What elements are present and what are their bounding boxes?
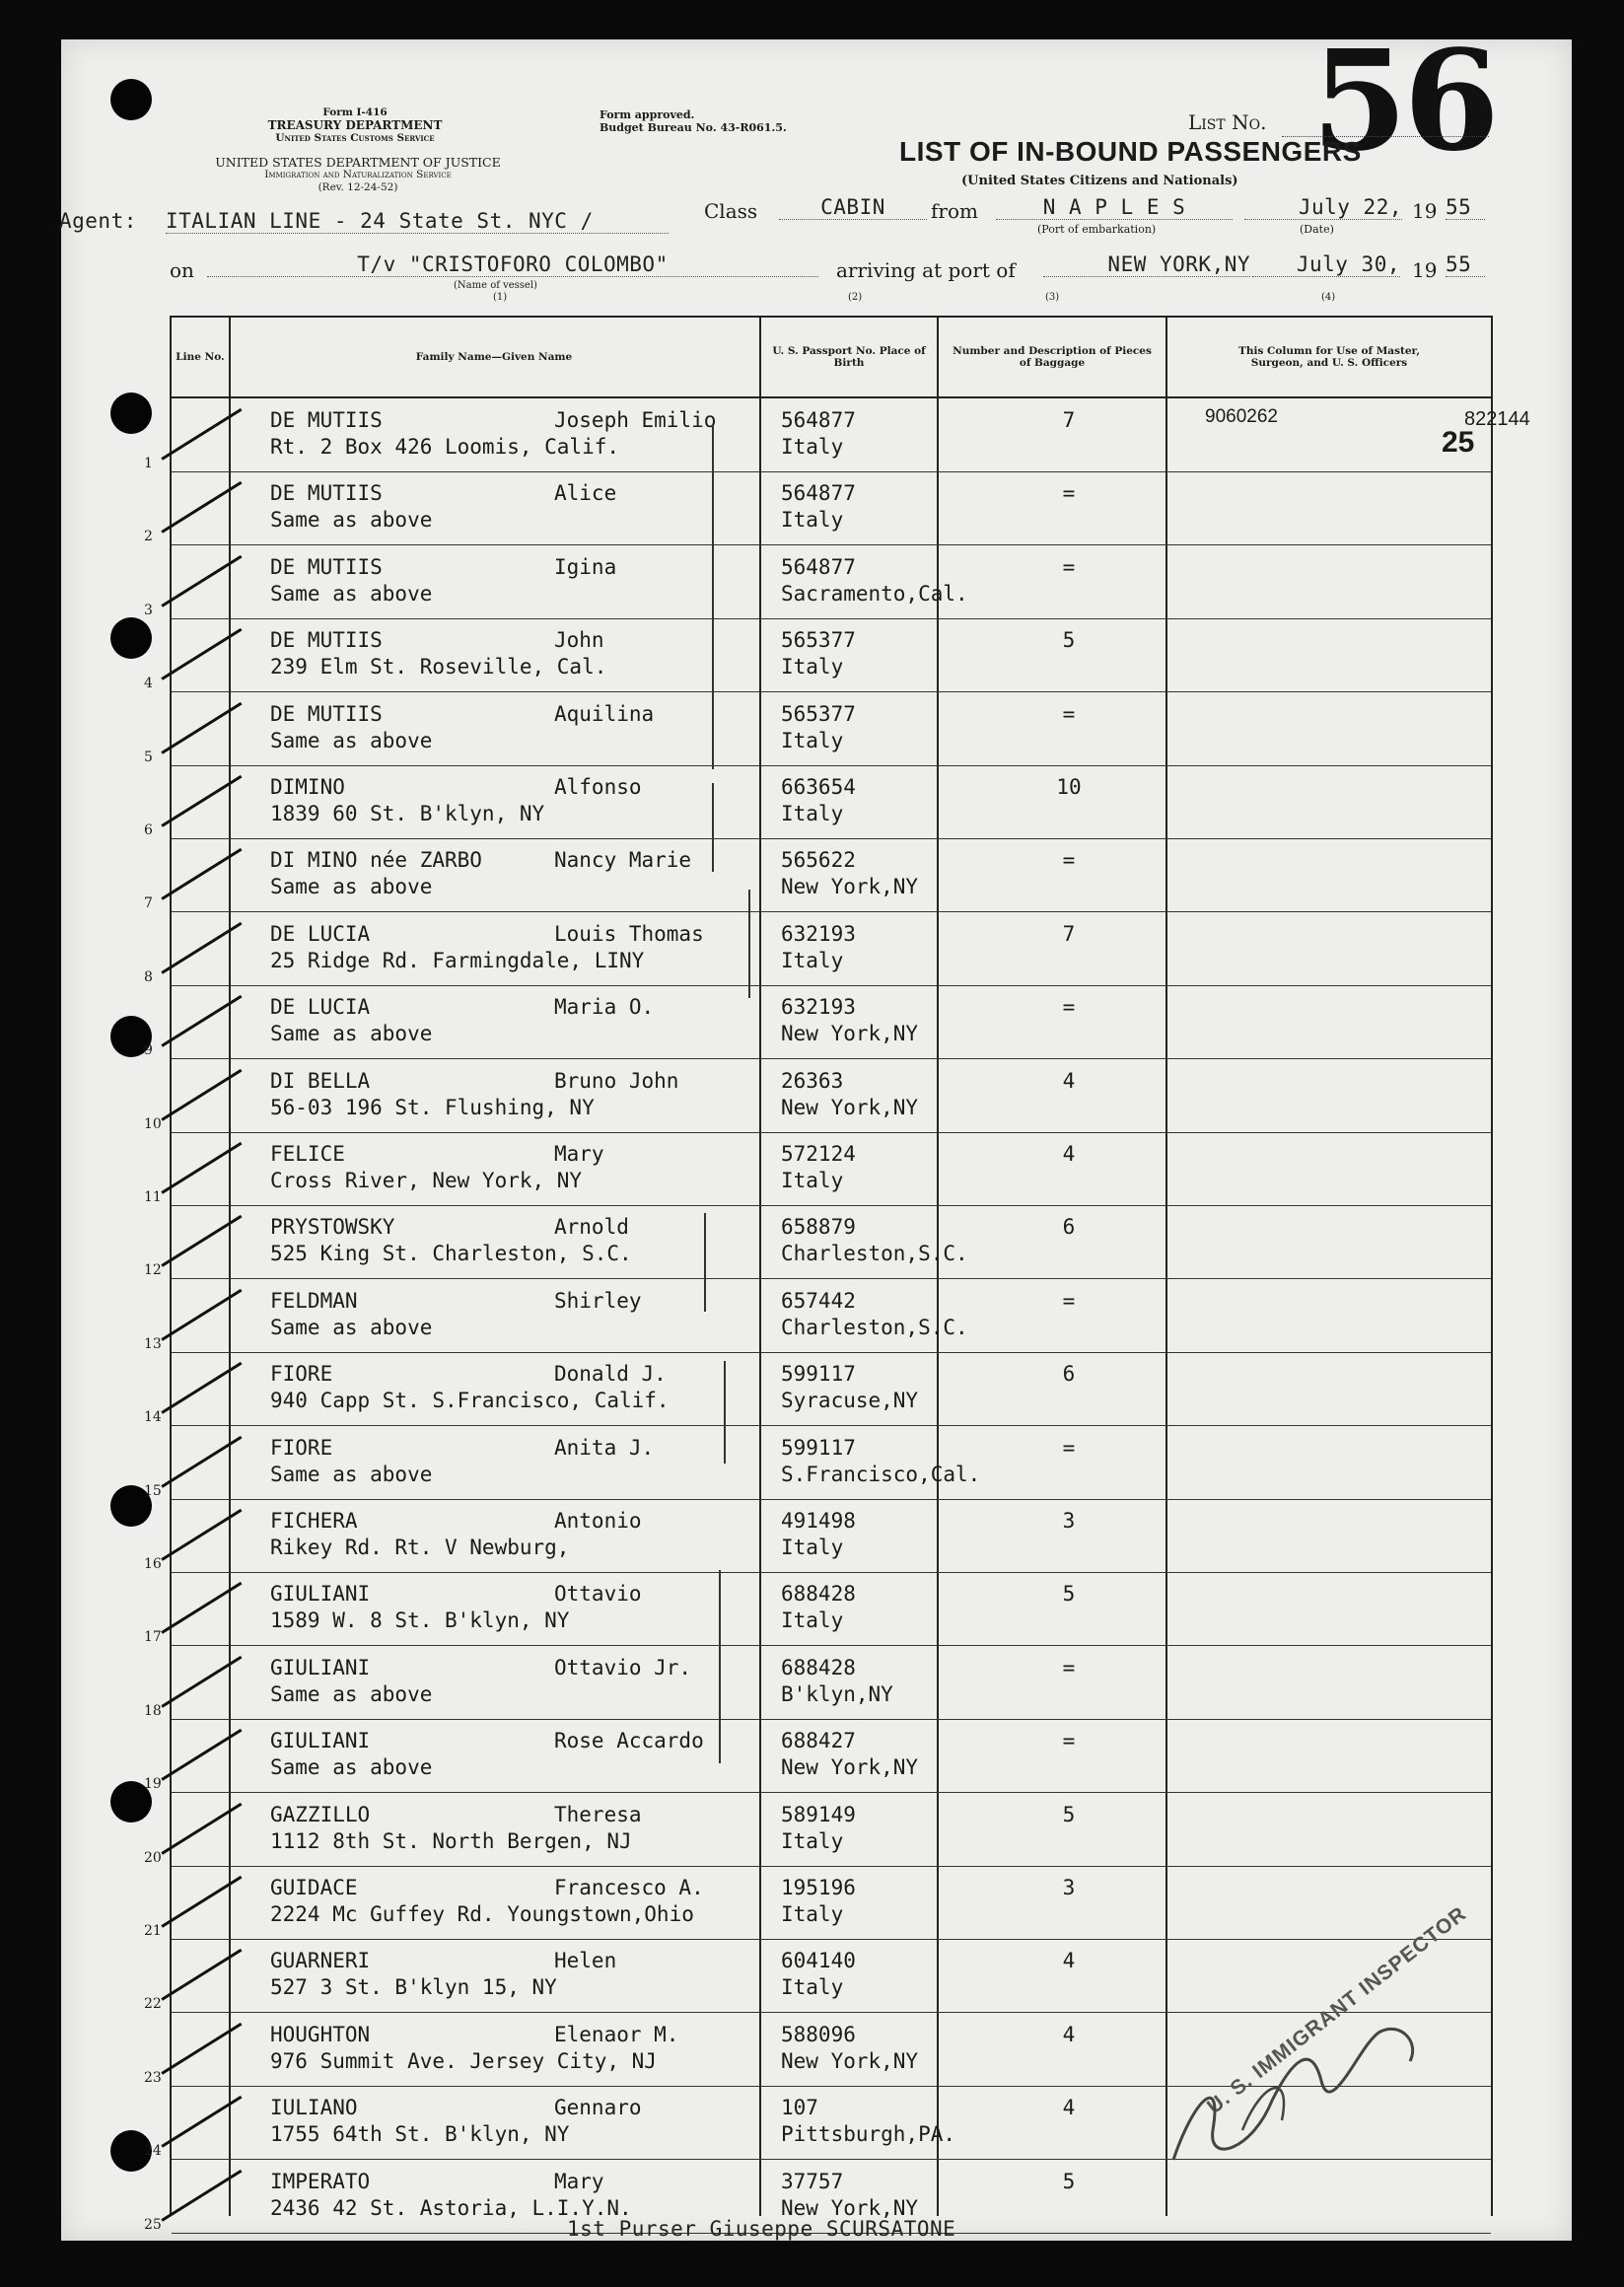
form-number: Form I-416 xyxy=(322,107,388,118)
vessel-name: T/v "CRISTOFORO COLOMBO" xyxy=(207,252,818,277)
table-row xyxy=(144,1352,1491,1426)
baggage-count: = xyxy=(1062,554,1076,579)
col-header-passport: U. S. Passport No. Place of Birth xyxy=(772,345,926,369)
table-row xyxy=(144,765,1491,839)
baggage-count: = xyxy=(1062,1288,1076,1313)
address: Same as above xyxy=(270,1755,433,1780)
check-mark-icon xyxy=(161,1435,242,1486)
table-row xyxy=(144,1279,1491,1353)
passport-number: 604140 xyxy=(781,1949,856,1973)
check-mark-icon xyxy=(161,628,242,679)
family-name: DE LUCIA xyxy=(270,921,371,946)
table-row xyxy=(144,1426,1491,1500)
punch-hole-icon xyxy=(110,393,152,434)
address: 2224 Mc Guffey Rd. Youngstown,Ohio xyxy=(270,1902,694,1926)
passport-number: 107 xyxy=(781,2096,818,2120)
baggage-count: 5 xyxy=(1062,628,1076,653)
family-name: GIULIANI xyxy=(270,1729,371,1753)
place-of-birth: Italy xyxy=(781,728,844,752)
passport-number: 195196 xyxy=(781,1876,856,1899)
passport-number: 688427 xyxy=(781,1729,856,1753)
table-row xyxy=(144,618,1491,692)
address: Same as above xyxy=(270,1681,433,1706)
line-number: 1 xyxy=(144,456,153,471)
line-number: 12 xyxy=(144,1262,162,1279)
address: 1755 64th St. B'klyn, NY xyxy=(270,2122,570,2147)
list-no-label: List No. xyxy=(1188,110,1267,134)
year-prefix: 19 xyxy=(1412,199,1438,223)
page-title: LIST OF IN-BOUND PASSENGERS xyxy=(899,136,1362,167)
line-number: 3 xyxy=(144,602,153,618)
given-name: Francesco A. xyxy=(554,1876,704,1899)
arrival-year: 55 xyxy=(1446,252,1485,277)
place-of-birth: Italy xyxy=(781,1975,844,2000)
place-of-birth: New York,NY xyxy=(781,2195,919,2220)
table-row xyxy=(144,1866,1491,1940)
place-of-birth: New York,NY xyxy=(781,1022,919,1046)
address: 525 King St. Charleston, S.C. xyxy=(270,1242,632,1266)
given-name: Helen xyxy=(554,1949,617,1973)
col-header-name: Family Name—Given Name xyxy=(415,351,573,363)
family-name: DI MINO née ZARBO xyxy=(270,848,482,873)
given-name: Shirley xyxy=(554,1288,642,1313)
table-row xyxy=(144,1572,1491,1646)
place-of-birth: New York,NY xyxy=(781,1095,919,1119)
line-number: 11 xyxy=(144,1189,162,1205)
check-mark-icon xyxy=(161,2023,242,2074)
check-mark-icon xyxy=(161,1729,242,1780)
family-name: DE MUTIIS xyxy=(270,628,383,653)
given-name: Theresa xyxy=(554,1802,642,1826)
family-name: GIULIANI xyxy=(270,1582,371,1607)
baggage-count: 5 xyxy=(1062,1582,1076,1607)
check-mark-icon xyxy=(161,2096,242,2147)
baggage-count: 4 xyxy=(1062,1949,1076,1973)
given-name: Gennaro xyxy=(554,2096,642,2120)
address: 239 Elm St. Roseville, Cal. xyxy=(270,655,607,679)
baggage-count: 5 xyxy=(1062,2169,1076,2193)
family-name: DI BELLA xyxy=(270,1068,371,1093)
baggage-count: 3 xyxy=(1062,1876,1076,1899)
baggage-count: 4 xyxy=(1062,1142,1076,1166)
family-name: DE MUTIIS xyxy=(270,408,383,432)
port-label: (Port of embarkation) xyxy=(1037,223,1157,236)
given-name: Alice xyxy=(554,481,617,506)
punch-hole-icon xyxy=(110,79,152,120)
place-of-birth: Sacramento,Cal. xyxy=(781,581,968,606)
inspector-stamp: U. S. IMMIGRANT INSPECTOR xyxy=(1203,1901,1471,2119)
family-name: DE MUTIIS xyxy=(270,481,383,506)
place-of-birth: New York,NY xyxy=(781,2048,919,2073)
address: 56-03 196 St. Flushing, NY xyxy=(270,1095,595,1119)
form-revision: (Rev. 12-24-52) xyxy=(318,181,398,193)
passport-number: 565622 xyxy=(781,848,856,873)
baggage-count: = xyxy=(1062,1435,1076,1460)
line-number: 25 xyxy=(144,2216,162,2233)
place-of-birth: Italy xyxy=(781,1828,844,1853)
line-number: 22 xyxy=(144,1996,162,2013)
on-label: on xyxy=(170,258,194,282)
baggage-count: 7 xyxy=(1062,921,1076,946)
given-name: John xyxy=(554,628,604,653)
baggage-count: = xyxy=(1062,701,1076,726)
passport-number: 688428 xyxy=(781,1655,856,1680)
agent-label: Agent: xyxy=(59,209,137,233)
check-mark-icon xyxy=(161,1949,242,2000)
address: 1112 8th St. North Bergen, NJ xyxy=(270,1828,632,1853)
table-row xyxy=(144,1719,1491,1793)
address: Cross River, New York, NY xyxy=(270,1169,583,1192)
line-number: 4 xyxy=(144,676,153,692)
check-mark-icon xyxy=(161,995,242,1046)
baggage-count: = xyxy=(1062,848,1076,873)
address: 1589 W. 8 St. B'klyn, NY xyxy=(270,1608,570,1633)
passport-number: 688428 xyxy=(781,1582,856,1607)
passport-number: 589149 xyxy=(781,1802,856,1826)
line-number: 20 xyxy=(144,1849,162,1866)
address: 1839 60 St. B'klyn, NY xyxy=(270,802,545,825)
family-name: GUARNERI xyxy=(270,1949,371,1973)
passport-number: 37757 xyxy=(781,2169,844,2193)
given-name: Anita J. xyxy=(554,1435,655,1460)
vessel-label: (Name of vessel) xyxy=(454,280,537,291)
family-name: PRYSTOWSKY xyxy=(270,1215,395,1240)
place-of-birth: Syracuse,NY xyxy=(781,1389,919,1413)
address: Same as above xyxy=(270,508,433,533)
arrival-year-prefix: 19 xyxy=(1412,258,1438,282)
check-mark-icon xyxy=(161,1362,242,1413)
baggage-count: 4 xyxy=(1062,2096,1076,2120)
baggage-count: 7 xyxy=(1062,408,1076,432)
line-number: 15 xyxy=(144,1482,162,1499)
check-mark-icon xyxy=(161,481,242,533)
col-header-line: Line No. xyxy=(176,351,225,363)
baggage-count: = xyxy=(1062,1655,1076,1680)
given-name: Donald J. xyxy=(554,1362,667,1387)
date-label: (Date) xyxy=(1300,223,1334,236)
place-of-birth: Charleston,S.C. xyxy=(781,1242,968,1266)
form-approved: Form approved. xyxy=(600,108,695,121)
given-name: Rose Accardo xyxy=(554,1729,704,1753)
family-name: FIORE xyxy=(270,1435,333,1460)
passport-number: 658879 xyxy=(781,1215,856,1240)
line-number: 18 xyxy=(144,1702,162,1719)
check-mark-icon xyxy=(161,1509,242,1560)
given-name: Bruno John xyxy=(554,1068,679,1093)
family-name: DE MUTIIS xyxy=(270,701,383,726)
line-number: 21 xyxy=(144,1923,162,1939)
address: 25 Ridge Rd. Farmingdale, LINY xyxy=(270,948,645,972)
given-name: Alfonso xyxy=(554,775,642,799)
check-mark-icon xyxy=(161,1215,242,1266)
address: Rikey Rd. Rt. V Newburg, xyxy=(270,1536,570,1559)
family-name: DE MUTIIS xyxy=(270,554,383,579)
passport-number: 663654 xyxy=(781,775,856,799)
baggage-count: 4 xyxy=(1062,1068,1076,1093)
table-row xyxy=(144,398,1491,472)
table-row xyxy=(144,1205,1491,1279)
family-name: GUIDACE xyxy=(270,1876,358,1899)
line-number: 14 xyxy=(144,1409,162,1426)
baggage-count: 4 xyxy=(1062,2022,1076,2046)
family-name: DIMINO xyxy=(270,775,345,799)
table-row xyxy=(144,1059,1491,1133)
port-embarkation: N A P L E S xyxy=(996,195,1233,220)
address: 940 Capp St. S.Francisco, Calif. xyxy=(270,1389,670,1413)
place-of-birth: Italy xyxy=(781,948,844,972)
address: Same as above xyxy=(270,728,433,752)
family-name: IULIANO xyxy=(270,2096,358,2120)
table-row xyxy=(144,692,1491,766)
line-number: 5 xyxy=(144,749,153,765)
given-name: Antonio xyxy=(554,1509,642,1533)
line-number: 9 xyxy=(144,1042,153,1059)
passport-number: 564877 xyxy=(781,408,856,432)
check-mark-icon xyxy=(161,408,242,460)
arriving-label: arriving at port of xyxy=(836,258,1016,282)
check-mark-icon xyxy=(161,1876,242,1927)
given-name: Ottavio xyxy=(554,1582,642,1607)
check-mark-icon xyxy=(161,1582,242,1633)
given-name: Elenaor M. xyxy=(554,2022,679,2046)
ins-service: Immigration and Naturalization Service xyxy=(264,169,452,180)
line-number: 24 xyxy=(144,2143,162,2160)
officer-note: 9060262 xyxy=(1205,406,1278,427)
table-row xyxy=(144,985,1491,1059)
baggage-count: = xyxy=(1062,1729,1076,1753)
check-mark-icon xyxy=(161,848,242,899)
check-mark-icon xyxy=(161,775,242,826)
place-of-birth: S.Francisco,Cal. xyxy=(781,1462,981,1486)
address: Same as above xyxy=(270,1315,433,1339)
given-name: Maria O. xyxy=(554,995,655,1020)
col-header-baggage: Number and Description of Pieces of Baggage xyxy=(953,345,1152,369)
check-mark-icon xyxy=(161,1289,242,1340)
baggage-count: 6 xyxy=(1062,1215,1076,1240)
place-of-birth: Italy xyxy=(781,655,844,679)
baggage-count: 5 xyxy=(1062,1802,1076,1826)
passport-number: 564877 xyxy=(781,481,856,506)
check-mark-icon xyxy=(161,1142,242,1193)
passport-number: 564877 xyxy=(781,554,856,579)
baggage-count: = xyxy=(1062,995,1076,1020)
given-name: Ottavio Jr. xyxy=(554,1655,692,1680)
given-name: Mary xyxy=(554,1142,604,1166)
margin-note-a: 822144 xyxy=(1464,408,1530,430)
family-name: GAZZILLO xyxy=(270,1802,371,1826)
inspector-signature-icon xyxy=(1154,1982,1449,2180)
table-row xyxy=(144,838,1491,912)
check-mark-icon xyxy=(161,2169,242,2220)
departure-date: July 22, xyxy=(1244,195,1402,220)
justice-dept: UNITED STATES DEPARTMENT OF JUSTICE xyxy=(215,155,501,170)
address: 2436 42 St. Astoria, L.I.Y.N. xyxy=(270,2195,632,2220)
budget-bureau: Budget Bureau No. 43-R061.5. xyxy=(600,121,787,134)
family-name: HOUGHTON xyxy=(270,2022,371,2046)
passport-number: 491498 xyxy=(781,1509,856,1533)
passport-number: 657442 xyxy=(781,1288,856,1313)
line-number: 19 xyxy=(144,1776,162,1793)
address: Rt. 2 Box 426 Loomis, Calif. xyxy=(270,435,620,459)
page-subtitle: (United States Citizens and Nationals) xyxy=(961,174,1238,188)
table-row xyxy=(144,545,1491,619)
place-of-birth: New York,NY xyxy=(781,1755,919,1780)
given-name: Mary xyxy=(554,2169,604,2193)
check-mark-icon xyxy=(161,555,242,607)
purser-signature: 1st Purser Giuseppe SCURSATONE xyxy=(567,2217,956,2241)
passport-number: 26363 xyxy=(781,1068,844,1093)
passport-number: 599117 xyxy=(781,1435,856,1460)
place-of-birth: Charleston,S.C. xyxy=(781,1315,968,1339)
table-row xyxy=(144,912,1491,986)
line-number: 16 xyxy=(144,1556,162,1572)
from-label: from xyxy=(931,199,978,223)
col3-label: (3) xyxy=(1045,292,1060,303)
line-number: 2 xyxy=(144,529,153,545)
given-name: Nancy Marie xyxy=(554,848,692,873)
table-row xyxy=(144,1646,1491,1720)
place-of-birth: Italy xyxy=(781,1902,844,1926)
place-of-birth: Italy xyxy=(781,435,844,459)
col-header-officers: This Column for Use of Master, Surgeon, and U. S. Officers xyxy=(1238,345,1420,369)
family-name: FELDMAN xyxy=(270,1288,358,1313)
agent-name: ITALIAN LINE - 24 State St. NYC / xyxy=(166,209,669,234)
place-of-birth: Italy xyxy=(781,1608,844,1633)
family-name: FIORE xyxy=(270,1362,333,1387)
address: Same as above xyxy=(270,581,433,606)
departure-year: 55 xyxy=(1446,195,1485,220)
line-number: 6 xyxy=(144,822,153,838)
line-number: 17 xyxy=(144,1629,162,1646)
passport-number: 588096 xyxy=(781,2022,856,2046)
customs-service: United States Customs Service xyxy=(275,132,435,144)
address: Same as above xyxy=(270,1022,433,1046)
place-of-birth: New York,NY xyxy=(781,875,919,899)
col1-label: (1) xyxy=(493,292,508,303)
given-name: Louis Thomas xyxy=(554,921,704,946)
check-mark-icon xyxy=(161,701,242,752)
line-number: 13 xyxy=(144,1335,162,1352)
family-name: FELICE xyxy=(270,1142,345,1166)
passport-number: 565377 xyxy=(781,701,856,726)
col4-label: (4) xyxy=(1321,292,1336,303)
punch-hole-icon xyxy=(110,617,152,659)
address: Same as above xyxy=(270,1462,433,1486)
family-name: FICHERA xyxy=(270,1509,358,1533)
table-row xyxy=(144,1499,1491,1573)
place-of-birth: B'klyn,NY xyxy=(781,1681,893,1706)
check-mark-icon xyxy=(161,1656,242,1707)
passport-number: 632193 xyxy=(781,921,856,946)
col2-label: (2) xyxy=(848,292,863,303)
family-name: IMPERATO xyxy=(270,2169,371,2193)
place-of-birth: Pittsburgh,PA. xyxy=(781,2122,956,2147)
baggage-count: 3 xyxy=(1062,1509,1076,1533)
table-row xyxy=(144,1793,1491,1867)
baggage-count: 6 xyxy=(1062,1362,1076,1387)
baggage-count: 10 xyxy=(1056,775,1082,799)
table-row xyxy=(144,471,1491,545)
passport-number: 632193 xyxy=(781,995,856,1020)
arrival-port: NEW YORK,NY xyxy=(1043,252,1250,277)
given-name: Joseph Emilio xyxy=(554,408,717,432)
baggage-count: = xyxy=(1062,481,1076,506)
place-of-birth: Italy xyxy=(781,802,844,825)
margin-note-b: 25 xyxy=(1442,426,1475,459)
check-mark-icon xyxy=(161,1068,242,1119)
passport-number: 565377 xyxy=(781,628,856,653)
given-name: Arnold xyxy=(554,1215,629,1240)
line-number: 23 xyxy=(144,2069,162,2086)
place-of-birth: Italy xyxy=(781,1169,844,1192)
class-label: Class xyxy=(704,199,758,223)
class-value: CABIN xyxy=(779,195,927,220)
address: Same as above xyxy=(270,875,433,899)
treasury-dept: TREASURY DEPARTMENT xyxy=(267,118,443,132)
line-number: 10 xyxy=(144,1115,162,1132)
family-name: GIULIANI xyxy=(270,1655,371,1680)
check-mark-icon xyxy=(161,922,242,973)
address: 976 Summit Ave. Jersey City, NJ xyxy=(270,2048,657,2073)
place-of-birth: Italy xyxy=(781,1536,844,1559)
given-name: Aquilina xyxy=(554,701,655,726)
place-of-birth: Italy xyxy=(781,508,844,533)
check-mark-icon xyxy=(161,1802,242,1853)
list-number: 56 xyxy=(1311,21,1496,182)
passport-number: 599117 xyxy=(781,1362,856,1387)
line-number: 7 xyxy=(144,895,153,912)
family-name: DE LUCIA xyxy=(270,995,371,1020)
arrival-date: July 30, xyxy=(1252,252,1400,277)
passport-number: 572124 xyxy=(781,1142,856,1166)
address: 527 3 St. B'klyn 15, NY xyxy=(270,1975,557,2000)
table-row xyxy=(144,1132,1491,1206)
line-number: 8 xyxy=(144,968,153,985)
given-name: Igina xyxy=(554,554,617,579)
